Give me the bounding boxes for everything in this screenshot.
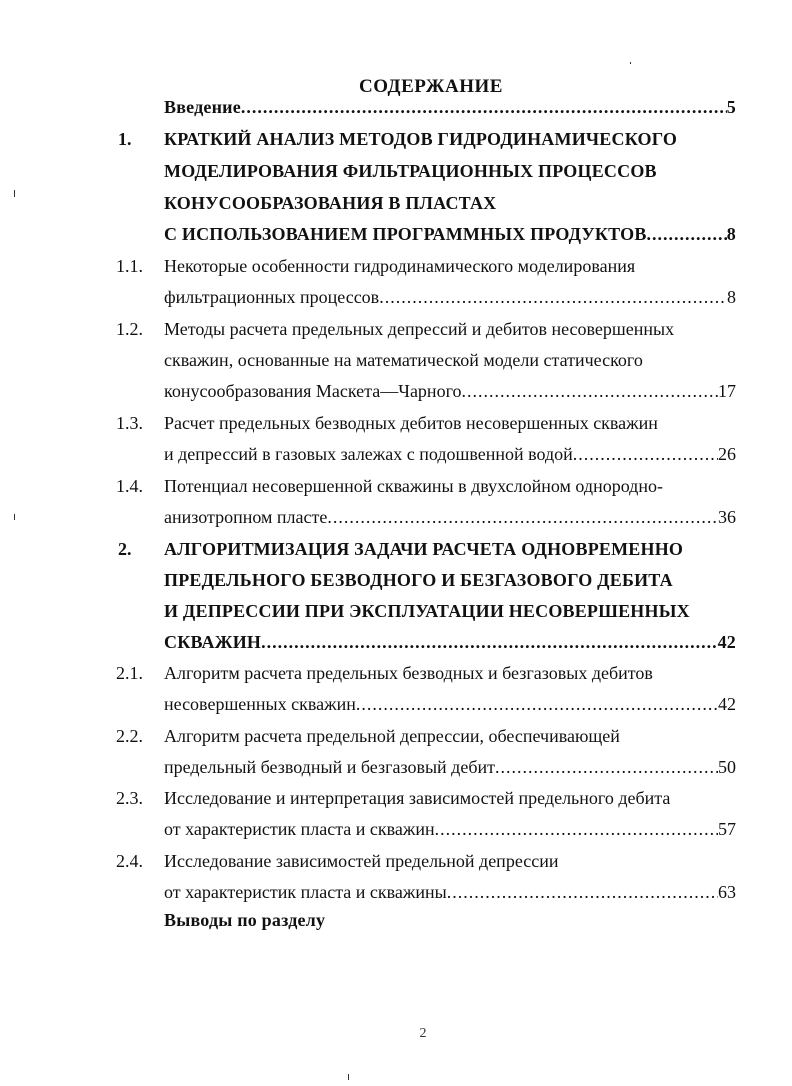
section-title-last-line[interactable]: С ИСПОЛЬЗОВАНИЕМ ПРОГРАММНЫХ ПРОДУКТОВ ..... 8 xyxy=(164,218,736,250)
subsection-last-line[interactable]: анизотропном пласте ..... 36 xyxy=(164,501,736,533)
subsection-line[interactable]: Расчет предельных безводных дебитов несовершенных скважин xyxy=(164,413,658,433)
subsection-line[interactable]: Методы расчета предельных депрессий и дебитов несовершенных xyxy=(164,319,675,339)
subsection-page: 17 xyxy=(718,381,736,401)
subsection-last-line[interactable]: от характеристик пласта и скважин ..... 57 xyxy=(164,813,736,845)
scan-speck xyxy=(14,514,15,520)
subsection-last-line[interactable]: конусообразования Маскета—Чарного ..... 17 xyxy=(164,375,736,407)
subsection-number: 1.2. xyxy=(116,319,143,339)
subsection-line[interactable]: Исследование зависимостей предельной депрессии xyxy=(164,851,559,871)
toc-intro[interactable] xyxy=(164,91,736,123)
subsection-page: 36 xyxy=(718,507,736,527)
section-page: 42 xyxy=(717,632,736,652)
subsection-page: 26 xyxy=(718,444,736,464)
subsection-page: 57 xyxy=(718,819,736,839)
toc-intro-page: 5 xyxy=(726,97,736,117)
section-title-line[interactable]: МОДЕЛИРОВАНИЯ ФИЛЬТРАЦИОННЫХ ПРОЦЕССОВ xyxy=(164,161,657,181)
subsection-line[interactable]: Алгоритм расчета предельной депрессии, обеспечивающей xyxy=(164,726,620,746)
section-title-last-line[interactable]: СКВАЖИН ..... 42 xyxy=(164,626,736,658)
toc-intro-text: Введение xyxy=(164,97,241,117)
subsection-page: 8 xyxy=(727,287,736,307)
toc-conclusion[interactable]: Выводы по разделу xyxy=(164,910,326,930)
subsection-number: 2.3. xyxy=(116,788,143,808)
subsection-number: 2.2. xyxy=(116,726,143,746)
subsection-last-line[interactable]: фильтрационных процессов ..... 8 xyxy=(164,281,736,313)
subsection-number: 1.3. xyxy=(116,413,143,433)
subsection-line[interactable]: Некоторые особенности гидродинамического моделирования xyxy=(164,256,636,276)
subsection-line[interactable]: Алгоритм расчета предельных безводных и безгазовых дебитов xyxy=(164,663,653,683)
page-title: СОДЕРЖАНИЕ xyxy=(359,76,503,97)
subsection-page: 42 xyxy=(718,694,736,714)
subsection-last-line[interactable]: несовершенных скважин ..... 42 xyxy=(164,688,736,720)
subsection-line[interactable]: скважин, основанные на математической модели статического xyxy=(164,350,643,370)
section-number: 2. xyxy=(118,539,132,559)
page-number: 2 xyxy=(419,1026,427,1041)
section-title-line[interactable]: АЛГОРИТМИЗАЦИЯ ЗАДАЧИ РАСЧЕТА ОДНОВРЕМЕННО xyxy=(164,539,684,559)
subsection-last-line[interactable]: от характеристик пласта и скважины ..... 63 xyxy=(164,876,736,908)
scan-speck xyxy=(348,1074,349,1080)
subsection-last-line[interactable]: и депрессий в газовых залежах с подошвенной водой ..... 26 xyxy=(164,438,736,470)
scan-speck xyxy=(14,190,15,197)
scan-speck xyxy=(630,62,631,64)
subsection-last-line[interactable]: предельный безводный и безгазовый дебит ..... 50 xyxy=(164,751,736,783)
subsection-number: 2.1. xyxy=(116,663,143,683)
subsection-number: 1.1. xyxy=(116,256,143,276)
subsection-number: 1.4. xyxy=(116,476,143,496)
subsection-page: 50 xyxy=(718,757,736,777)
subsection-line[interactable]: Потенциал несовершенной скважины в двухслойном однородно- xyxy=(164,476,663,496)
subsection-number: 2.4. xyxy=(116,851,143,871)
section-number: 1. xyxy=(118,129,132,149)
section-page: 8 xyxy=(726,224,736,244)
subsection-page: 63 xyxy=(718,882,736,902)
subsection-line[interactable]: Исследование и интерпретация зависимостей предельного дебита xyxy=(164,788,671,808)
section-title-line[interactable]: КРАТКИЙ АНАЛИЗ МЕТОДОВ ГИДРОДИНАМИЧЕСКОГО xyxy=(164,129,678,149)
section-title-line[interactable]: И ДЕПРЕССИИ ПРИ ЭКСПЛУАТАЦИИ НЕСОВЕРШЕННЫХ xyxy=(164,601,690,621)
section-title-line[interactable]: КОНУСООБРАЗОВАНИЯ В ПЛАСТАХ xyxy=(164,193,497,213)
section-title-line[interactable]: ПРЕДЕЛЬНОГО БЕЗВОДНОГО И БЕЗГАЗОВОГО ДЕБИТА xyxy=(164,570,673,590)
